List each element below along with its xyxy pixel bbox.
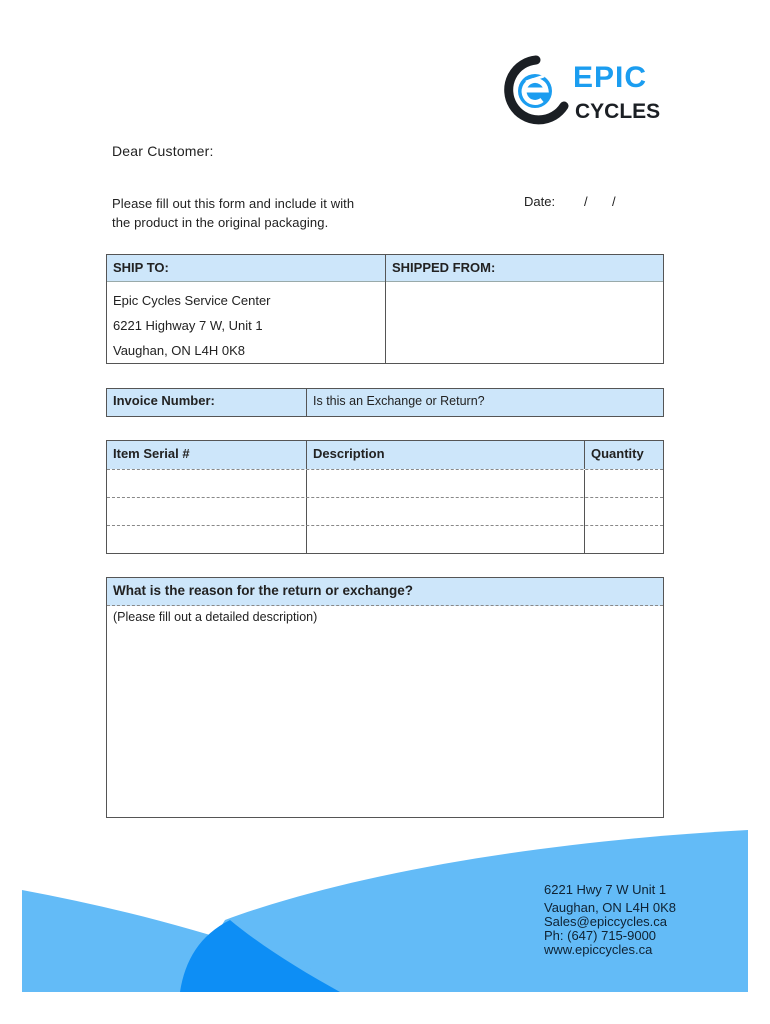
serial-input-cell[interactable] — [107, 470, 307, 498]
table-row — [107, 497, 663, 526]
epic-cycles-logo — [500, 54, 675, 129]
footer-website[interactable]: www.epiccycles.ca — [544, 942, 653, 957]
svg-text:EPIC: EPIC — [573, 61, 648, 94]
description-input-cell[interactable] — [307, 526, 585, 554]
intro-text — [112, 194, 402, 232]
quantity-input-cell[interactable] — [585, 470, 663, 498]
serial-column-header: Item Serial # — [107, 441, 307, 469]
date-label: Date: — [524, 194, 556, 209]
ship-to-header: SHIP TO: — [107, 255, 385, 282]
description-input-cell[interactable] — [307, 498, 585, 526]
exchange-or-return-field[interactable]: Is this an Exchange or Return? — [307, 389, 663, 416]
footer-contact — [544, 883, 676, 957]
shipped-from-column[interactable] — [386, 255, 663, 363]
footer-email[interactable]: Sales@epiccycles.ca — [544, 914, 668, 929]
svg-text:CYCLES: CYCLES — [575, 100, 661, 123]
address-line: 6221 Highway 7 W, Unit 1 — [113, 318, 263, 333]
shipping-table — [106, 254, 664, 364]
greeting-text: Dear Customer: — [112, 143, 214, 159]
ship-to-column — [107, 255, 386, 363]
date-field[interactable] — [524, 194, 616, 209]
invoice-number-label[interactable]: Invoice Number: — [107, 389, 307, 416]
footer-city-line: Vaughan, ON L4H 0K8 — [544, 900, 677, 915]
ship-to-address — [107, 282, 385, 369]
footer-phone: Ph: (647) 715-9000 — [544, 928, 657, 943]
quantity-input-cell[interactable] — [585, 498, 663, 526]
reason-note: (Please fill out a detailed description) — [113, 610, 318, 624]
items-table — [106, 440, 664, 554]
intro-line: Please fill out this form and include it with — [112, 196, 355, 211]
reason-header: What is the reason for the return or exchange? — [107, 578, 663, 606]
serial-input-cell[interactable] — [107, 526, 307, 554]
description-input-cell[interactable] — [307, 470, 585, 498]
address-line: Vaughan, ON L4H 0K8 — [113, 343, 246, 358]
table-row — [107, 525, 663, 554]
items-header-row — [107, 441, 663, 469]
table-row — [107, 469, 663, 498]
quantity-column-header: Quantity — [585, 441, 663, 469]
footer-address-line: 6221 Hwy 7 W Unit 1 — [544, 882, 667, 897]
description-column-header: Description — [307, 441, 585, 469]
address-line: Epic Cycles Service Center — [113, 293, 271, 308]
intro-line: the product in the original packaging. — [112, 215, 329, 230]
quantity-input-cell[interactable] — [585, 526, 663, 554]
shipped-from-header: SHIPPED FROM: — [386, 255, 663, 282]
serial-input-cell[interactable] — [107, 498, 307, 526]
reason-box[interactable] — [106, 577, 664, 818]
date-separator: / — [612, 194, 616, 209]
invoice-row — [106, 388, 664, 417]
date-separator: / — [584, 194, 588, 209]
